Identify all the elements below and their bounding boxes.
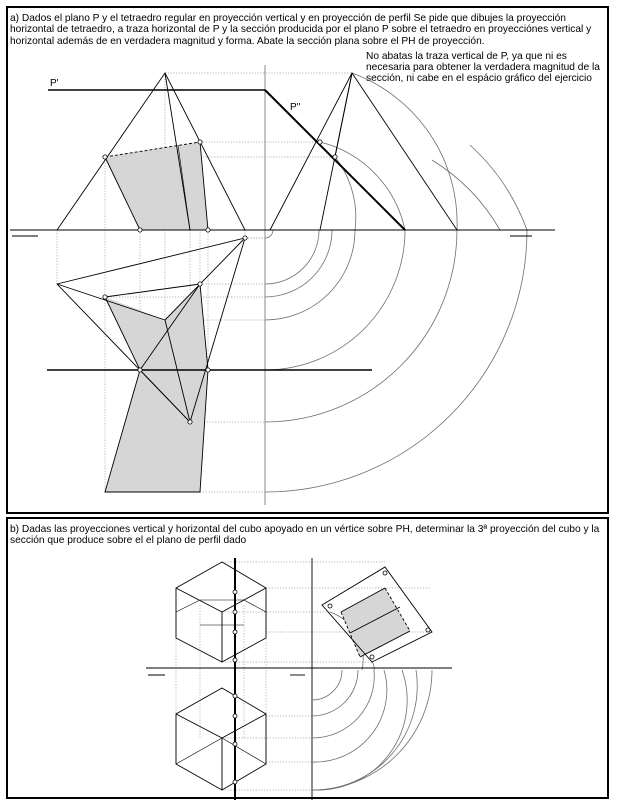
section-vertical-projection [105, 142, 208, 230]
plane-trace-p2 [265, 90, 405, 230]
rotation-arcs-a [265, 73, 527, 492]
label-p2: P'' [290, 102, 301, 113]
tetrahedron-profile-projection [270, 73, 457, 230]
exercise-a-statement: a) Dados el plano P y el tetraedro regular en proyección vertical y en proyección de perfil Se pide que dibujes la proyección horizontal de tetraedro, a traza horizontal de P y la sección producida por el plano P sobre el tetraedro en proyecciónes vertical y horizontal además de en verdadera magnitud y forma. Abate la sección plana sobre el PH de proyección. [10, 13, 592, 47]
exercise-a-note: No abatas la traza vertical de P, ya que ni es necesaria para obtener la verdadera magnitud de la sección, ni cabe en el espácio gráfico del ejercicio [366, 51, 600, 85]
panel-exercise-b [6, 517, 609, 799]
label-p1: P' [50, 78, 59, 89]
section-true-magnitude [105, 370, 208, 492]
exercise-b-statement: b) Dadas las proyecciones vertical y horizontal del cubo apoyado en un vértice sobre PH, determinar la 3ª proyección del cubo y la sección que produce sobre el el plano de perfil dado [10, 524, 600, 547]
drawing-a [10, 65, 555, 505]
